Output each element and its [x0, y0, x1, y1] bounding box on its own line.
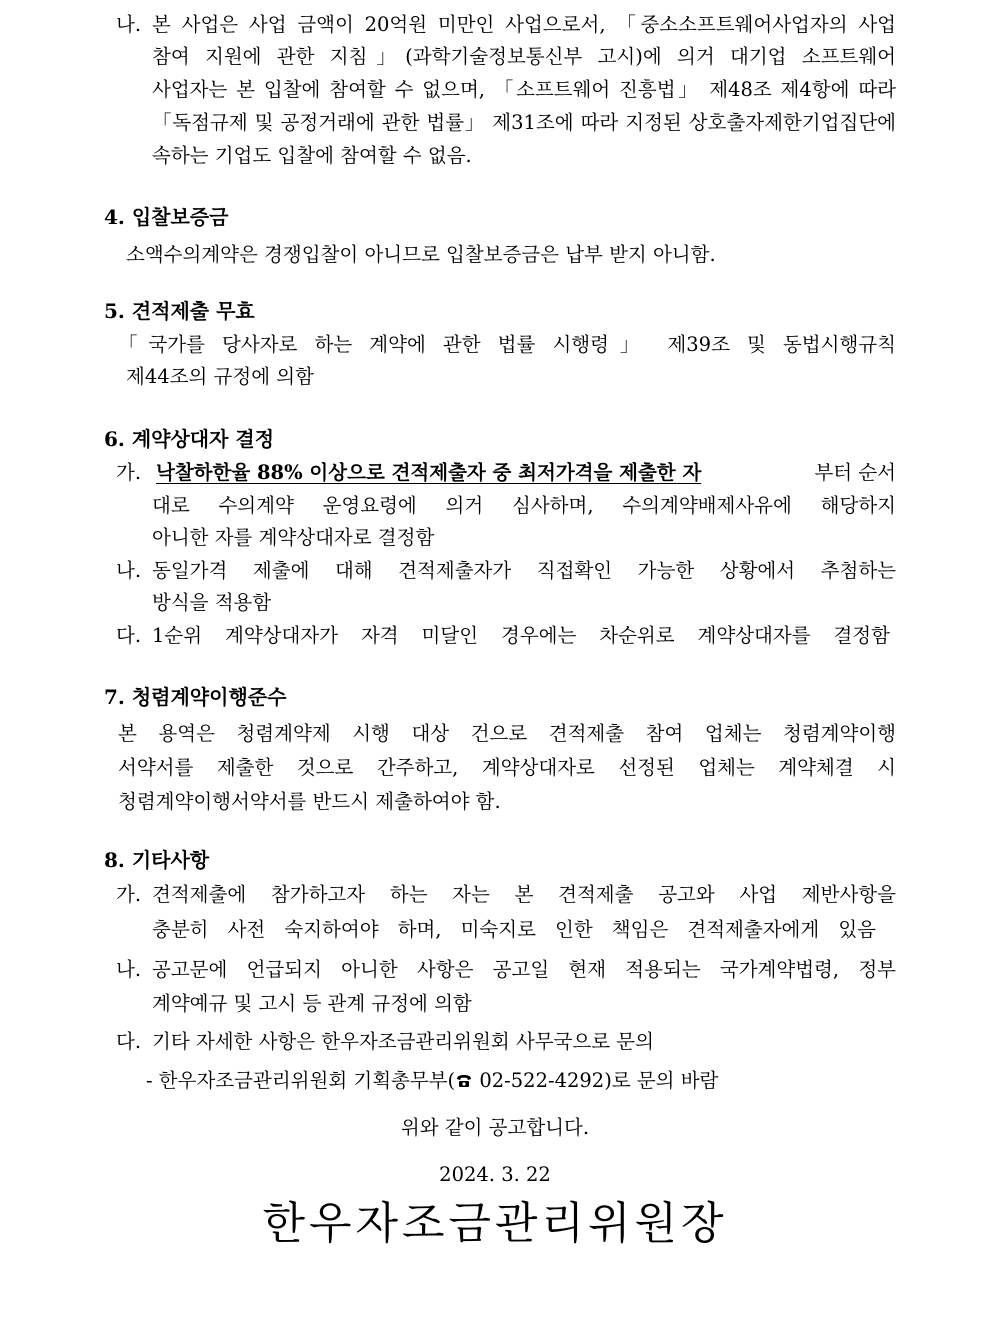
sec7-line-2: 서약서를 제출한 것으로 간주하고, 계약상대자로 선정된 업체는 계약체결 시 [118, 756, 896, 779]
sec6-na-line-2: 방식을 적용함 [152, 591, 272, 614]
sec3-na-line-4: 「독점규제 및 공정거래에 관한 법률」 제31조에 따라 지정된 상호출자제한기업집단에 [152, 111, 896, 134]
sec3-na-line-1: 본 사업은 사업 금액이 20억원 미만인 사업으로서, 「중소소프트웨어사업자의 사업 [152, 13, 896, 36]
sec4-body: 소액수의계약은 경쟁입찰이 아니므로 입찰보증금은 납부 받지 아니함. [126, 243, 716, 266]
sec4-heading: 4. 입찰보증금 [104, 205, 229, 229]
closing-date: 2024. 3. 22 [439, 1163, 551, 1186]
sec3-na-marker: 나. [116, 13, 142, 36]
sec7-line-1: 본 용역은 청렴계약제 시행 대상 건으로 견적제출 참여 업체는 청렴계약이행 [118, 722, 896, 745]
sec8-na-marker: 나. [116, 958, 142, 981]
sec7-heading: 7. 청렴계약이행준수 [104, 685, 287, 709]
phone-icon [455, 1069, 473, 1092]
sec6-da-text: 1순위 계약상대자가 자격 미달인 경우에는 차순위로 계약상대자를 결정함 [152, 624, 890, 647]
sec6-heading: 6. 계약상대자 결정 [104, 427, 275, 451]
sec6-ga-line-1 [156, 458, 896, 488]
sec6-na-marker: 나. [116, 559, 142, 582]
signature-title: 한우자조금관리위원장 [262, 1198, 728, 1249]
sec3-na-line-2: 참여 지원에 관한 지침」(과학기술정보통신부 고시)에 의거 대기업 소프트웨어 [152, 45, 896, 68]
sec8-ga-line-2: 충분히 사전 숙지하여야 하며, 미숙지로 인한 책임은 견적제출자에게 있음 [152, 918, 876, 941]
contact-before: 한우자조금관리위원회 기획총무부( [158, 1069, 456, 1092]
sec6-da-marker: 다. [116, 624, 142, 647]
contact-dash: - [146, 1069, 153, 1092]
sec8-da-marker: 다. [116, 1030, 142, 1053]
sec8-ga-line-1: 견적제출에 참가하고자 하는 자는 본 견적제출 공고와 사업 제반사항을 [152, 883, 896, 906]
sec6-ga-emphasis: 낙찰하한율 88% 이상으로 견적제출자 중 최저가격을 제출한 자 [156, 461, 702, 484]
closing-announce: 위와 같이 공고합니다. [400, 1116, 590, 1139]
sec8-heading: 8. 기타사항 [104, 848, 210, 872]
sec5-line-2: 제44조의 규정에 의함 [126, 365, 314, 388]
sec7-line-3: 청렴계약이행서약서를 반드시 제출하여야 함. [118, 790, 501, 813]
sec8-na-line-2: 계약예규 및 고시 등 관계 규정에 의함 [152, 992, 472, 1015]
sec8-na-line-1: 공고문에 언급되지 아니한 사항은 공고일 현재 적용되는 국가계약법령, 정부 [152, 958, 896, 981]
sec8-contact [146, 1066, 718, 1096]
sec8-ga-marker: 가. [116, 883, 142, 906]
sec5-line-1: 「국가를 당사자로 하는 계약에 관한 법률 시행령」 제39조 및 동법시행규칙 [118, 333, 896, 356]
sec6-na-line-1: 동일가격 제출에 대해 견적제출자가 직접확인 가능한 상황에서 추첨하는 [152, 559, 896, 582]
sec8-da-text: 기타 자세한 사항은 한우자조금관리위원회 사무국으로 문의 [152, 1030, 654, 1053]
sec3-na-line-5: 속하는 기업도 입찰에 참여할 수 없음. [152, 144, 472, 167]
sec3-na-line-3: 사업자는 본 입찰에 참여할 수 없으며, 「소프트웨어 진흥법」 제48조 제4항에 따라 [152, 78, 896, 101]
sec6-ga-marker: 가. [116, 461, 142, 484]
sec5-heading: 5. 견적제출 무효 [104, 299, 255, 323]
sec6-ga-rest: 부터 순서 [814, 461, 896, 484]
sec6-ga-line-3: 아니한 자를 계약상대자로 결정함 [152, 526, 435, 549]
contact-after: 02-522-4292)로 문의 바람 [473, 1069, 719, 1092]
sec6-ga-line-2: 대로 수의계약 운영요령에 의거 심사하며, 수의계약배제사유에 해당하지 [152, 494, 896, 517]
